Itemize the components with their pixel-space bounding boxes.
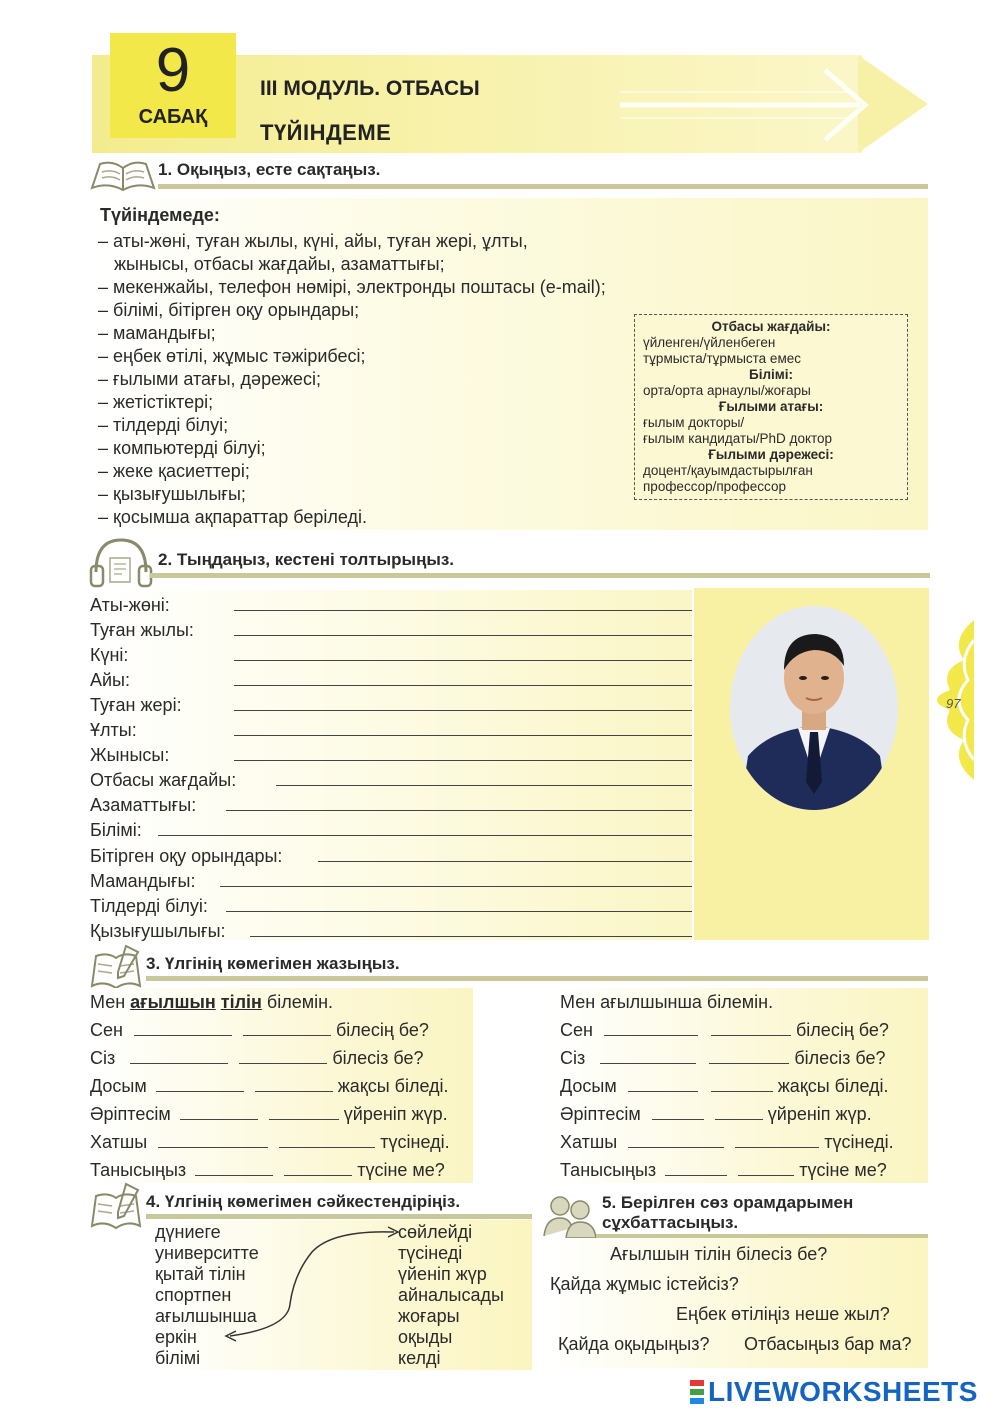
field-label-fullname: Аты-жөні: <box>90 595 170 615</box>
topic-title: ТҮЙІНДЕМЕ <box>260 120 392 145</box>
field-label-marital-status: Отбасы жағдайы: <box>90 770 237 790</box>
people-dialog-icon <box>540 1192 600 1238</box>
exercise-row <box>90 1020 429 1041</box>
exercise-row <box>560 1076 889 1097</box>
row-subject: Сен <box>90 1020 123 1040</box>
note-heading: Білімі: <box>748 367 793 382</box>
example-underlined-word: тілін <box>220 992 262 1012</box>
exercise-row <box>560 1048 886 1069</box>
answer-blank[interactable] <box>709 1049 789 1064</box>
lesson-number: 9 <box>155 36 191 105</box>
notebook-pencil-icon <box>88 1180 144 1232</box>
field-input-month[interactable] <box>234 685 692 686</box>
answer-blank[interactable] <box>715 1105 763 1120</box>
row-subject: Әріптесім <box>560 1104 641 1124</box>
dialog-phrase: Ағылшын тілін білесіз бе? <box>610 1244 828 1264</box>
row-subject: Хатшы <box>560 1132 618 1152</box>
dialog-phrase: Қайда жұмыс істейсіз? <box>550 1274 739 1294</box>
answer-blank[interactable] <box>243 1021 331 1036</box>
example-sentence-right: Мен ағылшынша білемін. <box>560 992 774 1012</box>
list-item: – қызығушылығы; <box>98 484 246 504</box>
note-heading: Отбасы жағдайы: <box>711 319 831 334</box>
row-subject: Танысыңыз <box>90 1160 187 1180</box>
field-label-month: Айы: <box>90 670 130 690</box>
match-item[interactable]: дүниеге <box>155 1222 221 1242</box>
exercise-row <box>560 1160 887 1181</box>
answer-blank[interactable] <box>239 1049 327 1064</box>
row-ending: түсінеді. <box>824 1132 894 1152</box>
match-right-column <box>398 1222 504 1369</box>
list-item: – мекенжайы, телефон нөмірі, электронды поштасы (e-mail); <box>98 277 606 297</box>
note-heading: Ғылыми дәрежесі: <box>708 447 834 462</box>
section-5-title-line1: 5. Берілген сөз орамдарымен <box>602 1193 854 1212</box>
answer-blank[interactable] <box>279 1133 375 1148</box>
answer-blank[interactable] <box>711 1077 773 1092</box>
example-word: білемін. <box>266 992 334 1012</box>
list-item: – компьютерді білуі; <box>98 438 266 458</box>
example-match-arrow <box>220 1224 400 1344</box>
resume-heading: Түйіндемеде: <box>100 205 220 225</box>
lesson-label: САБАҚ <box>138 106 208 128</box>
field-input-birth-year[interactable] <box>234 635 692 636</box>
row-ending: жақсы біледі. <box>777 1076 889 1096</box>
note-heading: Ғылыми атағы: <box>718 399 824 414</box>
chevron-right-icon <box>620 62 880 148</box>
list-item: – жетістіктері; <box>98 392 214 412</box>
row-subject: Танысыңыз <box>560 1160 657 1180</box>
person-photo <box>730 606 898 810</box>
section-4-divider <box>146 1214 532 1219</box>
field-label-nationality: Ұлты: <box>90 720 137 740</box>
row-ending: үйреніп жүр. <box>343 1104 448 1124</box>
answer-blank[interactable] <box>628 1133 724 1148</box>
row-ending: жақсы біледі. <box>337 1076 449 1096</box>
notebook-pencil-icon <box>88 942 144 992</box>
answer-blank[interactable] <box>158 1133 268 1148</box>
field-input-languages[interactable] <box>226 911 692 912</box>
answer-blank[interactable] <box>628 1077 698 1092</box>
answer-blank[interactable] <box>711 1021 791 1036</box>
row-subject: Сіз <box>90 1048 116 1068</box>
exercise-row <box>560 1132 894 1153</box>
answer-blank[interactable] <box>738 1161 794 1176</box>
match-item[interactable]: ағылшынша <box>155 1306 257 1326</box>
section-3-title: 3. Үлгінің көмегімен жазыңыз. <box>146 954 400 973</box>
exercise-row <box>560 1020 889 1041</box>
dialog-phrase: Қайда оқыдыңыз? <box>558 1334 710 1354</box>
row-ending: түсінеді. <box>380 1132 450 1152</box>
module-title: III МОДУЛЬ. ОТБАСЫ <box>260 77 480 100</box>
field-label-citizenship: Азаматтығы: <box>90 795 197 815</box>
section-5-title-line2: сұхбаттасыңыз. <box>602 1213 739 1232</box>
section-3-divider <box>146 976 928 981</box>
row-ending: білесің бе? <box>336 1020 429 1040</box>
row-subject: Хатшы <box>90 1132 148 1152</box>
dialog-phrase: Еңбек өтіліңіз неше жыл? <box>676 1304 890 1324</box>
list-item: – еңбек өтілі, жұмыс тәжірибесі; <box>98 346 366 366</box>
list-item: – жеке қасиеттері; <box>98 461 250 481</box>
note-line: ғылым докторы/ <box>643 415 745 430</box>
field-input-education[interactable] <box>158 835 692 836</box>
liveworksheets-logo-mark <box>690 1380 704 1404</box>
example-word: Мен <box>90 992 126 1012</box>
section-4-title: 4. Үлгінің көмегімен сәйкестендіріңіз. <box>146 1192 461 1211</box>
field-label-birth-year: Туған жылы: <box>90 620 194 640</box>
liveworksheets-logo[interactable]: LIVEWORKSHEETS <box>708 1376 978 1407</box>
field-input-institutions[interactable] <box>318 861 692 862</box>
info-note-box <box>634 314 908 500</box>
match-item[interactable]: еркін <box>155 1327 197 1347</box>
row-subject: Сіз <box>560 1048 586 1068</box>
match-item[interactable]: түсінеді <box>398 1243 463 1263</box>
row-ending: білесіз бе? <box>332 1048 424 1068</box>
answer-blank[interactable] <box>156 1077 244 1092</box>
field-label-birthplace: Туған жері: <box>90 695 182 715</box>
field-label-institutions: Бітірген оқу орындары: <box>90 846 283 866</box>
section-2-title: 2. Тыңдаңыз, кестені толтырыңыз. <box>158 550 455 569</box>
field-label-languages: Тілдерді білуі: <box>90 896 208 916</box>
field-input-profession[interactable] <box>220 886 692 887</box>
row-subject: Сен <box>560 1020 593 1040</box>
note-line: орта/орта арнаулы/жоғары <box>643 383 811 398</box>
match-item[interactable]: келді <box>398 1348 441 1368</box>
field-label-day: Күні: <box>90 645 129 665</box>
list-item: – ғылыми атағы, дәрежесі; <box>98 369 321 389</box>
answer-blank[interactable] <box>604 1021 698 1036</box>
dialog-phrase: Отбасыңыз бар ма? <box>744 1334 912 1354</box>
match-item[interactable]: сөйлейді <box>398 1222 473 1242</box>
exercise-row <box>90 1104 448 1125</box>
list-item: – білімі, бітірген оқу орындары; <box>98 300 360 320</box>
answer-blank[interactable] <box>255 1077 333 1092</box>
answer-blank[interactable] <box>735 1133 819 1148</box>
field-label-profession: Мамандығы: <box>90 871 196 891</box>
note-line: доцент/қауымдастырылған <box>643 463 813 478</box>
match-item[interactable]: үйеніп жүр <box>398 1264 487 1284</box>
answer-blank[interactable] <box>665 1161 727 1176</box>
section-2-divider <box>150 573 930 578</box>
field-label-gender: Жынысы: <box>90 745 170 765</box>
row-ending: түсіне ме? <box>799 1160 887 1180</box>
example-sentence-left <box>90 992 333 1013</box>
row-subject: Әріптесім <box>90 1104 171 1124</box>
note-line: профессор/профессор <box>643 479 786 494</box>
list-item: жынысы, отбасы жағдайы, азаматтығы; <box>114 254 445 274</box>
match-item[interactable]: жоғары <box>398 1306 460 1326</box>
answer-blank[interactable] <box>652 1105 704 1120</box>
list-item: – тілдерді білуі; <box>98 415 229 435</box>
field-input-citizenship[interactable] <box>226 810 692 811</box>
match-item[interactable]: қытай тілін <box>155 1264 246 1284</box>
field-label-education: Білімі: <box>90 820 142 840</box>
answer-blank[interactable] <box>284 1161 352 1176</box>
answer-blank[interactable] <box>134 1021 232 1036</box>
match-item[interactable]: айналысады <box>398 1285 504 1305</box>
field-input-day[interactable] <box>234 660 692 661</box>
page-number: 97 <box>946 696 961 711</box>
headphones-icon <box>88 534 154 590</box>
field-input-interests[interactable] <box>250 936 692 937</box>
match-item[interactable]: университте <box>155 1243 259 1263</box>
note-line: үйленген/үйленбеген <box>643 335 776 350</box>
field-input-nationality[interactable] <box>234 735 692 736</box>
book-icon <box>88 158 158 194</box>
match-item[interactable]: спортпен <box>155 1285 232 1305</box>
answer-blank[interactable] <box>180 1105 258 1120</box>
exercise-row <box>90 1160 445 1181</box>
field-label-interests: Қызығушылығы: <box>90 921 226 941</box>
answer-blank[interactable] <box>195 1161 273 1176</box>
answer-blank[interactable] <box>269 1105 339 1120</box>
section-1-divider <box>158 184 928 189</box>
exercise-row <box>90 1048 424 1069</box>
field-input-marital-status[interactable] <box>276 785 692 786</box>
exercise-row <box>560 1104 872 1125</box>
answer-blank[interactable] <box>130 1049 228 1064</box>
row-ending: түсіне ме? <box>357 1160 445 1180</box>
field-input-gender[interactable] <box>234 760 692 761</box>
list-item: – мамандығы; <box>98 323 216 343</box>
example-underlined-word: ағылшын <box>130 992 216 1012</box>
note-line: тұрмыста/тұрмыста емес <box>643 351 801 366</box>
section-1-title: 1. Оқыңыз, есте сақтаңыз. <box>158 160 381 179</box>
exercise-row <box>90 1132 450 1153</box>
match-item[interactable]: оқыды <box>398 1327 453 1347</box>
answer-blank[interactable] <box>600 1049 696 1064</box>
match-item[interactable]: білімі <box>155 1348 201 1368</box>
list-item: – аты-жөні, туған жылы, күні, айы, туған жері, ұлты, <box>98 231 528 251</box>
field-input-fullname[interactable] <box>234 610 692 611</box>
row-ending: білесіз бе? <box>794 1048 886 1068</box>
row-ending: білесің бе? <box>796 1020 889 1040</box>
resume-items-list <box>98 230 606 529</box>
row-ending: үйреніп жүр. <box>767 1104 872 1124</box>
note-line: ғылым кандидаты/PhD доктор <box>643 431 833 446</box>
exercise-row <box>90 1076 449 1097</box>
row-subject: Досым <box>560 1076 617 1096</box>
list-item: – қосымша ақпараттар беріледі. <box>98 507 367 527</box>
field-input-birthplace[interactable] <box>234 710 692 711</box>
row-subject: Досым <box>90 1076 147 1096</box>
